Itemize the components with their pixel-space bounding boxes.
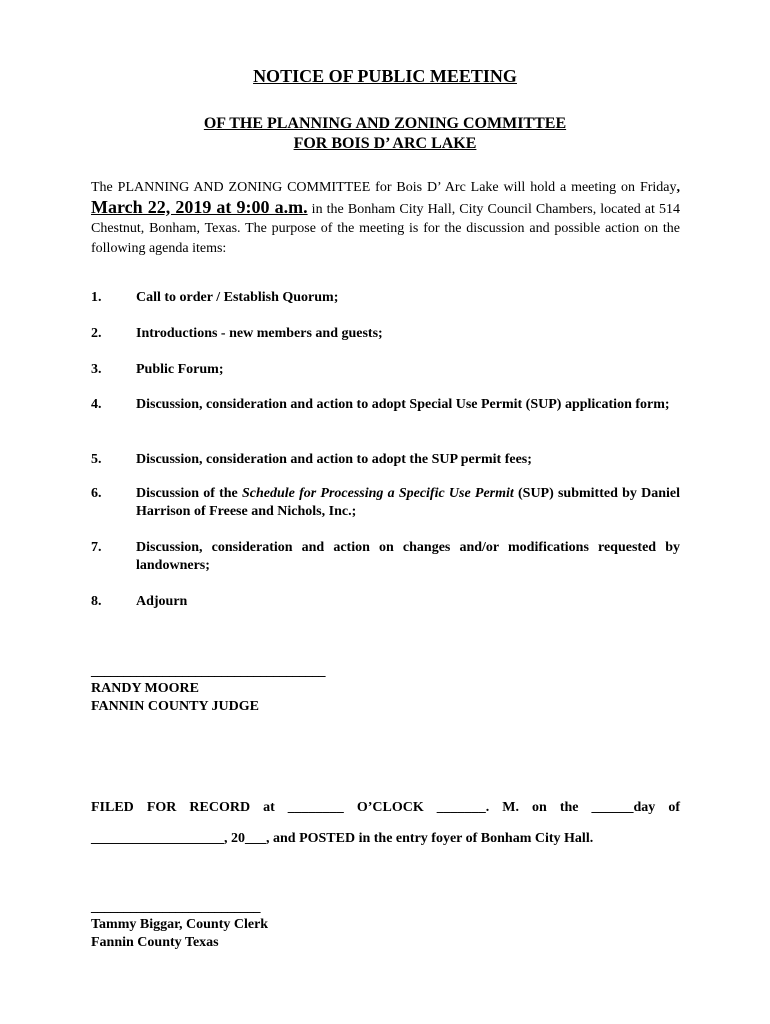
subtitle-lake: FOR BOIS D’ ARC LAKE: [293, 135, 477, 152]
agenda-item: [91, 539, 680, 575]
agenda-number: 2.: [91, 326, 102, 341]
posted-line: ___________________, 20___, and POSTED in the entry foyer of Bonham City Hall.: [91, 831, 594, 846]
agenda-item: [91, 325, 680, 343]
agenda-text: Call to order / Establish Quorum;: [136, 290, 339, 305]
intro-comma: ,: [676, 180, 680, 195]
agenda-number: 1.: [91, 290, 102, 305]
agenda-item: [91, 593, 680, 611]
agenda-text-start: Discussion of the: [136, 486, 242, 501]
page-title: NOTICE OF PUBLIC MEETING: [253, 66, 517, 86]
clerk-county: Fannin County Texas: [91, 935, 219, 950]
agenda-item: [91, 289, 680, 307]
agenda-number: 6.: [91, 486, 102, 501]
agenda-number: 7.: [91, 540, 102, 555]
subtitle-committee: OF THE PLANNING AND ZONING COMMITTEE: [203, 115, 567, 132]
agenda-text-italic: Schedule for Processing a Specific Use Permit: [241, 486, 514, 501]
agenda-text: Introductions - new members and guests;: [136, 326, 383, 341]
judge-title: FANNIN COUNTY JUDGE: [91, 699, 259, 714]
judge-name: RANDY MOORE: [91, 681, 199, 696]
agenda-number: 5.: [91, 452, 102, 467]
agenda-number: 4.: [91, 397, 102, 412]
agenda-number: 8.: [91, 594, 102, 609]
clerk-signature-line: __________________________: [91, 900, 260, 915]
intro-paragraph: [91, 178, 680, 258]
agenda-item: [91, 361, 680, 379]
intro-text-end: in the Bonham City Hall, City Council Chambers, located at 514 Chestnut, Bonham, Texas. The purpose of the meeting is for the discussion and possible action on the following agenda items:: [91, 201, 680, 256]
agenda-item: [91, 485, 680, 521]
agenda-item: [91, 451, 680, 469]
agenda-item: [91, 396, 680, 414]
intro-text-start: The PLANNING AND ZONING COMMITTEE for Bois D’ Arc Lake will hold a meeting on Friday: [91, 180, 677, 195]
meeting-date-time: March 22, 2019 at 9:00 a.m.: [91, 196, 308, 217]
agenda-number: 3.: [91, 362, 102, 377]
agenda-text: Discussion, consideration and action to adopt the SUP permit fees;: [136, 452, 532, 467]
agenda-text: [136, 485, 680, 521]
agenda-text: Adjourn: [136, 594, 188, 609]
agenda-text: Discussion, consideration and action to adopt Special Use Permit (SUP) application form;: [136, 397, 670, 412]
filed-for-record-line: FILED FOR RECORD at ________ O’CLOCK _______. M. on the ______day of: [91, 800, 680, 815]
agenda-text: Discussion, consideration and action on changes and/or modifications requested by landowners;: [136, 540, 680, 573]
clerk-name: Tammy Biggar, County Clerk: [91, 917, 269, 932]
agenda-text: Public Forum;: [136, 362, 224, 377]
judge-signature-line: ____________________________________: [91, 664, 325, 679]
agenda-text-end: (SUP) submitted by Daniel Harrison of Freese and Nichols, Inc.;: [136, 486, 680, 519]
